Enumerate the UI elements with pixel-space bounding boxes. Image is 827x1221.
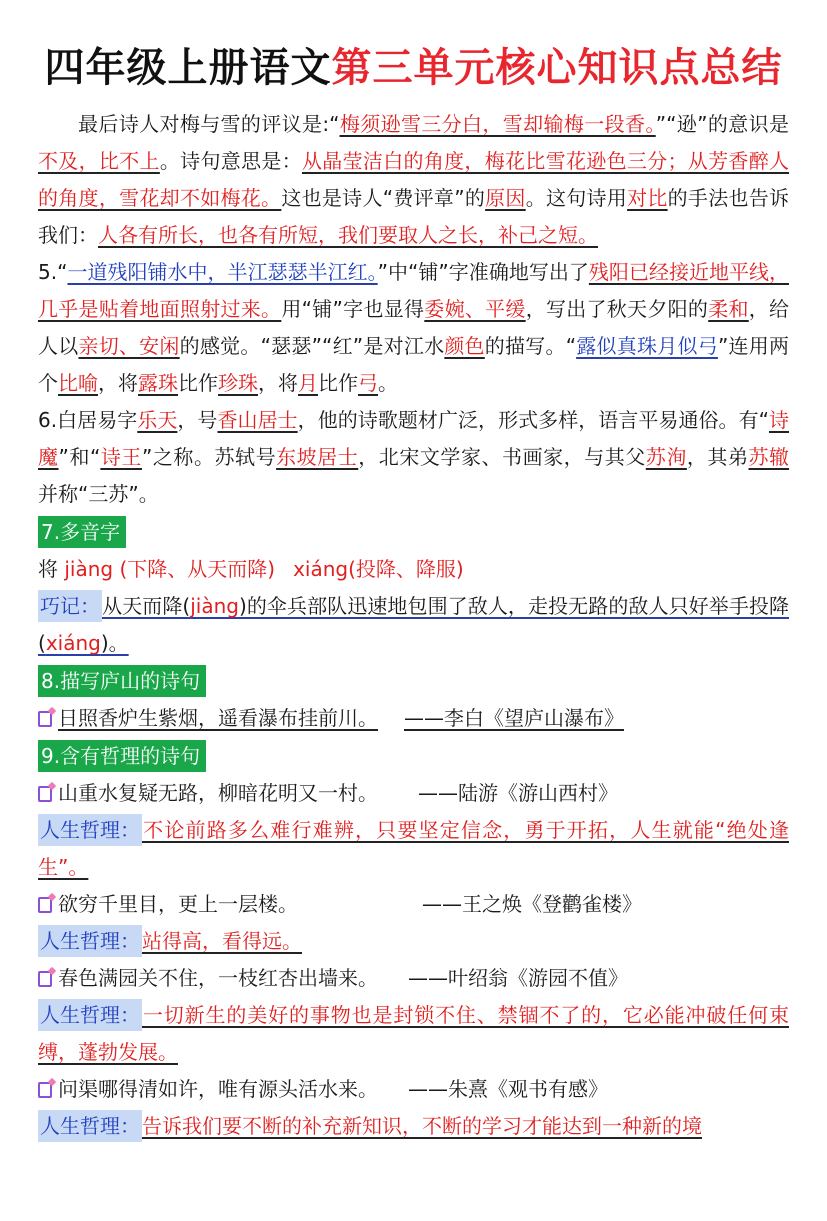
text: 。 [378,371,398,395]
text: ，他的诗歌题材广泛，形式多样，语言平易通俗。有“ [297,408,769,432]
text: )的伞兵部队迅速地包围了敌人，走投无路的敌人只好举手投降( [38,594,789,655]
text: ，其弟 [686,445,749,469]
title-topic: 第三单元核心知识点总结 [331,45,783,91]
key-answer: 弓 [358,371,378,395]
text: 这也是诗人“费评章”的 [281,186,486,210]
key-answer: 原因 [485,186,526,210]
philosophy-label: 人生哲理： [38,925,142,957]
text: 的描写。“ [484,334,577,358]
text: 的手法也告诉我们： [38,186,790,247]
poem-quote: 一道残阳铺水中，半江瑟瑟半江红。 [67,260,378,284]
pinyin-meaning: (投降、降服) [348,557,464,581]
text: ”之称。苏轼号 [141,445,277,469]
text: ，北宋文学家、书画家，与其父 [358,445,646,469]
philosophy-text: 不论前路多么难行难辨，只要坚定信念，勇于开拓，人生就能“绝处逢生”。 [38,818,789,879]
text: ，将 [258,371,298,395]
paragraph-5 [38,254,789,402]
philosophy [38,997,789,1071]
text: 的感觉。“瑟瑟”“红”是对江水 [179,334,445,358]
text: ”中“铺”字准确地写出了 [377,260,589,284]
key-answer: 残阳已经接近地平线，几乎是贴着地面照射过来。 [38,260,789,321]
text: ，写出了秋天夕阳的 [525,297,709,321]
polyphone-char: 将 [38,557,58,581]
text: ，将 [98,371,138,395]
section-heading: 8.描写庐山的诗句 [38,665,206,697]
text: 6.白居易字 [38,408,138,432]
poem-source: ——王之焕《登鹳雀楼》 [422,892,642,916]
text: ”连用两个 [38,334,790,395]
philosophy [38,923,789,960]
polyphone-line [38,551,789,588]
text: 5.“ [38,260,68,284]
philosophy-text: 一切新生的美好的事物也是封锁不住、禁锢不了的，它必能冲破任何束缚，蓬勃发展。 [38,1003,789,1064]
poem-source: ——朱熹《观书有感》 [408,1077,608,1101]
poem-line [38,700,789,737]
key-answer: 露珠 [138,371,178,395]
pinyin: xiáng [45,631,101,655]
philosophy [38,1108,789,1145]
text: )。 [100,631,129,655]
text: 比作 [318,371,358,395]
key-answer: 从晶莹洁白的角度，梅花比雪花逊色三分；从芳香醉人的角度，雪花却不如梅花。 [38,149,790,210]
key-answer: 比喻 [58,371,98,395]
section-heading: 7.多音字 [38,516,126,548]
key-answer: 珍珠 [218,371,258,395]
section-9 [38,737,789,1145]
notepad-icon [38,1082,52,1098]
pinyin-meaning: (下降、从天而降) [119,557,276,581]
key-answer: 不及，比不上 [38,149,160,173]
philosophy [38,812,789,886]
notepad-icon [38,897,52,913]
key-answer: 亲切、安闲 [78,334,180,358]
text: ，给人以 [38,297,790,358]
section-8 [38,662,789,737]
paragraph-6 [38,402,789,513]
text: ”“逊”的意识是 [655,112,789,136]
poem-line [38,1071,789,1108]
text: 用“铺”字也显得 [281,297,425,321]
text: ，号 [177,408,218,432]
poem-text: 日照香炉生紫烟，遥看瀑布挂前川。 [58,706,378,730]
pinyin: jiàng [64,557,114,581]
poem-line [38,960,789,997]
philosophy-label: 人生哲理： [38,814,142,846]
key-answer: 香山居士 [217,408,298,432]
paragraph-meixue [38,106,789,254]
poem-line [38,775,789,812]
memory-tip [38,588,789,662]
poem-text: 问渠哪得清如许，唯有源头活水来。 [58,1077,378,1101]
key-answer: 人各有所长，也各有所短，我们要取人之长，补己之短。 [98,223,598,247]
page-title [38,40,789,96]
poem-text: 山重水复疑无路，柳暗花明又一村。 [58,781,378,805]
section-heading: 9.含有哲理的诗句 [38,740,206,772]
page [0,40,827,1221]
key-answer: 委婉、平缓 [424,297,526,321]
text: 并称“三苏”。 [38,482,159,506]
poem-text: 春色满园关不住，一枝红杏出墙来。 [58,966,378,990]
key-answer: 乐天 [137,408,178,432]
key-answer: 梅须逊雪三分白，雪却输梅一段香。 [339,112,656,136]
key-answer: 诗魔 [38,408,790,469]
poem-text: 欲穷千里目，更上一层楼。 [58,892,298,916]
poem-line [38,886,789,923]
philosophy-label: 人生哲理： [38,999,142,1031]
key-answer: 颜色 [444,334,485,358]
philosophy-label: 人生哲理： [38,1110,142,1142]
poem-source: ——李白《望庐山瀑布》 [404,706,624,730]
key-answer: 月 [298,371,318,395]
key-answer: 苏洵 [645,445,687,469]
poem-quote: 露似真珠月似弓 [576,334,718,358]
text: ”和“ [58,445,101,469]
poem-source: ——叶绍翁《游园不值》 [408,966,628,990]
pinyin: jiàng [190,594,239,618]
notepad-icon [38,971,52,987]
poem-source: ——陆游《游山西村》 [418,781,618,805]
text: 。这句诗用 [525,186,628,210]
philosophy-text: 告诉我们要不断的补充新知识，不断的学习才能达到一种新的境 [142,1114,702,1138]
section-7 [38,513,789,662]
key-answer: 对比 [627,186,668,210]
philosophy-text: 站得高，看得远。 [142,929,302,953]
key-answer: 诗王 [100,445,142,469]
text: 。诗句意思是： [159,149,302,173]
title-grade: 四年级上册语文 [44,45,332,91]
key-answer: 柔和 [708,297,749,321]
tip-label: 巧记： [38,590,102,622]
text: 从天而降( [102,594,191,618]
key-answer: 苏辙 [748,445,790,469]
notepad-icon [38,711,52,727]
text: 比作 [178,371,218,395]
notepad-icon [38,786,52,802]
key-answer: 东坡居士 [276,445,359,469]
text: 最后诗人对梅与雪的评议是:“ [78,112,340,136]
pinyin: xiáng [293,557,349,581]
